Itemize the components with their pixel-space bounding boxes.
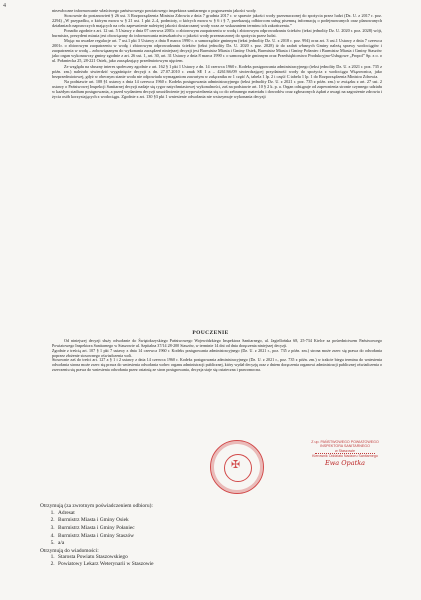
- paragraph: Mając na uwadze regulacje art. 7 ust.1 pkt 3 Ustawy z dnia 8 marca 1990 r. o samorządzie gminnym (tekst jednolity Dz. U. z 2018 r. poz. 994) oraz art. 3 ust.1 Ustawy z dnia 7 czerwca 2001r. o zbiorowym zaopatrzeniu w wodę i zbiorowym odprowadzaniu ścieków (tekst jednolity Dz. U. 2020 r. poz. 2028) iż do zadań własnych Gminy należą sprawy wodociągów i zaopatrzenia w wodę – zobowiązanym do wykonania zarządzeń niniejszej decyzji jest Burmistrz Miasta i Gminy Osiek, Burmistrz Miasta i Gminy Połaniec i Burmistrz Miasta i Gminy Staszów jako organ wykonawczy gminy zgodnie z art. 26 ust. 1, art. 30, art. 31 Ustawy z dnia 8 marca 1990 r. o samorządzie gminnym oraz Przedsiębiorstwo Produkcyjno-Usługowe „Propol” Sp. z o. o ul. Połaniecka 25, 28-221 Osiek, jako zarządzający przedmiotowym ujęciem.: [52, 38, 382, 64]
- list-item: 1. Adresat: [56, 510, 154, 517]
- page-corner-mark: 4: [3, 3, 6, 9]
- list-item: 3. Burmistrz Miasta i Gminy Połaniec: [56, 525, 154, 532]
- recipients-title: Otrzymują (za zwrotnym poświadczeniem odbioru):: [40, 503, 153, 509]
- list-item: 2. Burmistrz Miasta i Gminy Osiek: [56, 517, 154, 524]
- paragraph: Od niniejszej decyzji służy odwołanie do Świętokrzyskiego Państwowego Wojewódzkiego Inspektora Sanitarnego, ul. Jagiellońska 68, 25-734 Kielce za pośrednictwem Państwowego Powiatowego Inspektora Sanitarnego w Staszowie ul. Szpitalna 37/14 28-200 Staszów, w terminie 14 dni od dnia doręczenia niniejszej decyzji.: [52, 338, 382, 348]
- paragraph: Ze względu na słuszny interes społeczny zgodnie z art. 162 § 1 pkt 1 Ustawy z dn. 14 czerwca 1960 r. Kodeks postępowania administracyjnego (tekst jednolity Dz. U. z 2021 r. poz. 735 z późn. zm.) należało stwierdzić wygaśnięcie decyzji z dn. 27.07.2010 r. znak SE I a – 4261/66/09 stwierdzającej przydatność wody do spożycia z wodociągu Wiązownica, jako bezprzedmiotowej, gdyż w obecnym stanie woda nie odpowiada wymaganiom zawartym w załączniku nr 1 część A, tabela 1 lp. 2 i część C tabela 1 lp. 1 do Rozporządzenia Ministra Zdrowia.: [52, 63, 382, 79]
- stamp-line: Z up. PAŃSTWOWEGO POWIATOWEGO: [311, 440, 379, 444]
- cc-title: Otrzymują do wiadomości:: [40, 547, 99, 554]
- stamp-line: Kierownik Oddziału Nadzoru Sanitarnego: [312, 454, 378, 459]
- paragraph: Zgodnie z treścią art. 107 § 1 pkt 7 ustawy z dnia 14 czerwca 1960 r. Kodeks postępowania administracyjnego (Dz. U. z 2021 r., poz. 735 z późn. zm.) strona może zrzec się prawa do odwołania poprzez złożenie stosownego oświadczenia woli.: [52, 347, 382, 358]
- paragraph: Stosownie do postanowień § 26 ust. 3 Rozporządzenia Ministra Zdrowia z dnia 7 grudnia 2017 r. w sprawie jakości wody przeznaczonej do spożycia przez ludzi (Dz. U. z 2017 r. poz. 2294) „W przypadku, o którym mowa w § 21 ust. 1 pkt 2–4, podmioty, o których mowa w § 6 i § 7, przekazują odbiorcom usług pisemną informację o podejmowanych oraz planowanych działaniach naprawczych mających na celu zapewnienie należytej jakości dostarczanej wody wraz ze wskazaniem terminu ich zakończenia.”: [52, 13, 382, 29]
- list-item: 5. a/a: [56, 540, 154, 547]
- stamp-line: w Staszowie: [335, 448, 355, 453]
- signature-stamp: [300, 440, 390, 465]
- paragraph: Na podstawie art. 108 §1 ustawy z dnia 14 czerwca 1960 r. Kodeks postępowania administracyjnego (tekst jednolity Dz. U. z 2021 r. poz. 735 z późn. zm.) w związku z art. 27 ust. 2 ustawy o Państwowej Inspekcji Sanitarnej decyzji nadaje się rygor natychmiastowej wykonalności, zaś na podstawie art. 10 § 2 k. p. a. Organ odstąpuje od zapewnienia stronie czynnego udziału w każdym stadium postępowania, a przed wydaniem decyzji umożliwienie jej wypowiedzenia się co do zebranego materiału i dowodów oraz zgłoszonych żądań z uwagi na zagrożenie zdrowia i życia osób korzystających z wodociągu. Zgodnie z art. 130 §3 pkt 1 wniesienie odwołania nie wstrzymuje wykonania decyzji: [52, 78, 382, 99]
- list-item: 2. Powiatowy Lekarz Weterynarii w Staszowie: [56, 561, 154, 568]
- pouczenie-body: [52, 339, 382, 373]
- stamp-line: INSPEKTORA SANITARNEGO: [320, 444, 370, 449]
- list-item: 4. Burmistrz Miasta i Gminy Staszów: [56, 533, 154, 540]
- cc-list: [46, 554, 154, 567]
- paragraph: niezwłoczne informowanie właściwego państwowego powiatowego inspektora sanitarnego o pogorszeniu jakości wody.: [52, 8, 257, 13]
- pouczenie-heading: POUCZENIE: [192, 330, 229, 336]
- decision-body: [52, 8, 382, 99]
- paragraph: Stosownie zaś do treści art. 127 a § 1 i 2 ustawy z dnia 14 czerwca 1960 r. Kodeks postępowania administracyjnego (Dz. U. z 2021 r., poz. 735 z późn. zm.) w trakcie biegu terminu do wniesienia odwołania strona może zrzec się prawa do wniesienia odwołania wobec organu administracji publicznej, który wydał decyzję oraz z dniem doręczenia organowi administracji publicznej oświadczenia o zrzeczeniu się prawa do wniesienia odwołania przez ostatnią ze stron postępowania, decyzja staje się ostateczna i prawomocna.: [52, 357, 382, 373]
- handwritten-signature: Ewa Opatka: [324, 458, 366, 467]
- list-item: 1. Starosta Powiatu Staszowskiego: [56, 554, 154, 561]
- paragraph: Ponadto zgodnie z art. 12 ust. 5 Ustawy z dnia 07 czerwca 2001r. o zbiorowym zaopatrzeniu w wodę i zbiorowym odprowadzaniu ścieków (tekst jednolity Dz. U. 2020 r. poz. 2028) wójt, burmistrz, prezydent miasta jest obowiązany do informowania mieszkańców o jakości wody przeznaczonej do spożycia przez ludzi.: [52, 28, 382, 39]
- recipients-section: [40, 503, 154, 567]
- official-seal-icon: [210, 440, 264, 494]
- eagle-emblem-icon: ✠: [231, 458, 241, 471]
- recipients-list: [46, 510, 154, 547]
